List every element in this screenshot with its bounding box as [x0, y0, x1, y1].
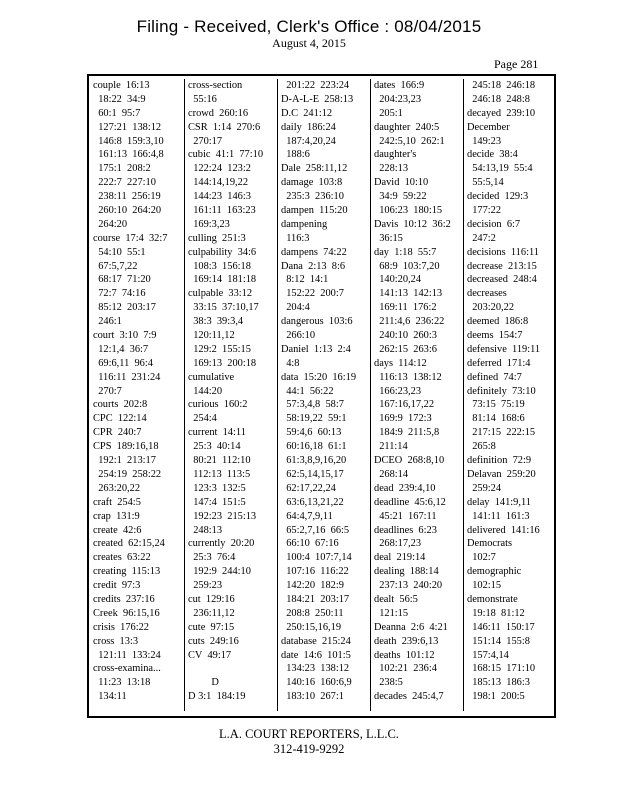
index-entry-line: Creek 96:15,16	[93, 607, 160, 619]
index-entry-line: 240:10 260:3	[374, 330, 437, 342]
index-entry-line: 187:4,20,24	[281, 135, 336, 147]
index-entry-line: 140:16 160:6,9	[281, 677, 352, 689]
index-entry-line: 161:11 163:23	[188, 205, 256, 217]
index-entry-line: 142:20 182:9	[281, 580, 344, 592]
index-entry-line: cute 97:15	[188, 621, 235, 633]
index-entry-line: 33:15 37:10,17	[188, 302, 259, 314]
index-entry-line: deal 219:14	[374, 552, 426, 564]
index-entry-line: 201:22 223:24	[281, 80, 350, 91]
index-entry-line: 238:5	[374, 677, 403, 689]
index-entry-line: decayed 239:10	[467, 107, 536, 119]
index-entry-line: cumulative	[188, 371, 235, 383]
index-entry-line: 149:23	[467, 135, 502, 147]
index-entry-line: 254:4	[188, 413, 217, 425]
index-entry-line: 129:2 155:15	[188, 343, 251, 355]
index-entry-line: 169:11 176:2	[374, 302, 437, 314]
index-entry-line: D-A-L-E 258:13	[281, 93, 354, 105]
index-entry-line: current 14:11	[188, 427, 246, 439]
index-entry-line: craft 254:5	[93, 496, 141, 508]
index-entry-line: 147:4 151:5	[188, 496, 246, 508]
index-entry-line	[188, 662, 278, 676]
index-entry-line: 34:9 59:22	[374, 191, 427, 203]
index-entry-line: 45:21 167:11	[374, 510, 437, 522]
index-entry-line: 4:8	[281, 357, 300, 369]
index-entry-line: 245:18 246:18	[467, 80, 536, 91]
index-entry-line: 141:11 161:3	[467, 510, 530, 522]
index-entry-line: 208:8 250:11	[281, 607, 344, 619]
index-entry-line: 144:20	[188, 385, 223, 397]
index-entry-line: crap 131:9	[93, 510, 140, 522]
index-entry-line: cross-examina...	[93, 663, 161, 675]
index-entry-line: Davis 10:12 36:2	[374, 218, 451, 230]
index-entry-line: 68:17 71:20	[93, 274, 151, 286]
index-entry-line: decision 6:7	[467, 218, 521, 230]
index-entry-line: definitely 73:10	[467, 385, 536, 397]
index-entry-line: 270:17	[188, 135, 223, 147]
index-entry-line: created 62:15,24	[93, 538, 165, 550]
index-entry-line: 188:6	[281, 149, 310, 161]
index-entry-line: 264:20	[93, 218, 128, 230]
index-entry-line: decreased 248:4	[467, 274, 537, 286]
index-entry-line: demonstrate	[467, 593, 518, 605]
index-entry-line: 204:4	[281, 302, 310, 314]
index-entry-line: 217:15 222:15	[467, 427, 536, 439]
index-column-2	[184, 79, 278, 711]
index-entry-line: 85:12 203:17	[93, 302, 156, 314]
index-entry-line: 65:2,7,16 66:5	[281, 524, 350, 536]
page-footer	[0, 727, 618, 757]
index-entry-line: 18:22 34:9	[93, 93, 146, 105]
index-entry-line: cross 13:3	[93, 635, 139, 647]
index-entry-line: 102:15	[467, 580, 502, 592]
index-entry-line: 61:3,8,9,16,20	[281, 455, 347, 467]
index-entry-line: 140:20,24	[374, 274, 422, 286]
index-entry-line: 108:3 156:18	[188, 260, 251, 272]
index-entry-line: dampens 74:22	[281, 246, 347, 258]
index-entry-line: 62:5,14,15,17	[281, 468, 344, 480]
index-entry-line: 81:14 168:6	[467, 413, 525, 425]
index-entry-line: couple 16:13	[93, 80, 150, 91]
index-entry-line: 169:13 200:18	[188, 357, 257, 369]
word-index-table	[87, 74, 556, 718]
index-entry-line: 211:4,6 236:22	[374, 316, 445, 328]
index-entry-line: deadlines 6:23	[374, 524, 437, 536]
index-entry-line: dates 166:9	[374, 80, 425, 91]
index-entry-line: demographic	[467, 566, 522, 578]
index-entry-line: D 3:1 184:19	[188, 691, 246, 703]
index-entry-line: 161:13 166:4,8	[93, 149, 164, 161]
reporter-phone: 312-419-9292	[273, 742, 345, 756]
index-entry-line: defensive 119:11	[467, 343, 541, 355]
index-entry-line: credit 97:3	[93, 580, 141, 592]
index-entry-line: 57:3,4,8 58:7	[281, 399, 344, 411]
index-entry-line: culling 251:3	[188, 232, 246, 244]
index-entry-line: 62:17,22,24	[281, 482, 336, 494]
index-entry-line: day 1:18 55:7	[374, 246, 437, 258]
index-entry-line: 169:3,23	[188, 218, 230, 230]
index-entry-line: damage 103:8	[281, 177, 343, 189]
index-entry-line: 192:9 244:10	[188, 566, 251, 578]
index-entry-line: 169:9 172:3	[374, 413, 432, 425]
index-entry-line: 238:11 256:19	[93, 191, 161, 203]
index-entry-line: daughter's	[374, 149, 417, 161]
index-entry-line: database 215:24	[281, 635, 351, 647]
index-entry-line: daily 186:24	[281, 121, 336, 133]
index-entry-line: D.C 241:12	[281, 107, 333, 119]
index-entry-line: 177:22	[467, 205, 502, 217]
index-entry-line: create 42:6	[93, 524, 142, 536]
index-entry-line: 146:11 150:17	[467, 621, 535, 633]
index-entry-line: decisions 116:11	[467, 246, 539, 258]
index-column-3	[277, 79, 371, 711]
index-entry-line: 183:10 267:1	[281, 691, 344, 703]
index-entry-line: 204:23,23	[374, 93, 422, 105]
index-entry-line: 237:13 240:20	[374, 580, 443, 592]
index-entry-line: 192:1 213:17	[93, 455, 156, 467]
index-entry-line: cubic 41:1 77:10	[188, 149, 264, 161]
index-entry-line: 66:10 67:16	[281, 538, 339, 550]
index-entry-line: decreases	[467, 288, 507, 300]
index-entry-line: 55:16	[188, 93, 217, 105]
index-entry-line: data 15:20 16:19	[281, 371, 357, 383]
index-entry-line: 116:3	[281, 232, 310, 244]
index-entry-line: 64:4,7,9,11	[281, 510, 333, 522]
page-header	[0, 17, 618, 51]
index-entry-line: 146:8 159:3,10	[93, 135, 164, 147]
index-entry-line: 116:11 231:24	[93, 371, 161, 383]
index-entry-line: crowd 260:16	[188, 107, 249, 119]
index-entry-line: Dale 258:11,12	[281, 163, 348, 175]
index-entry-line: dead 239:4,10	[374, 482, 436, 494]
index-entry-line: December	[467, 121, 510, 133]
index-entry-line: CV 49:17	[188, 649, 232, 661]
index-entry-line: decide 38:4	[467, 149, 518, 161]
index-entry-line: decided 129:3	[467, 191, 529, 203]
index-entry-line: 107:16 116:22	[281, 566, 349, 578]
index-entry-line: 263:20,22	[93, 482, 141, 494]
index-entry-line: cuts 249:16	[188, 635, 239, 647]
index-entry-line: 152:22 200:7	[281, 288, 344, 300]
index-entry-line: 59:4,6 60:13	[281, 427, 342, 439]
index-entry-line: Democrats	[467, 538, 513, 550]
index-entry-line: 222:7 227:10	[93, 177, 156, 189]
index-entry-line: 254:19 258:22	[93, 468, 162, 480]
index-entry-line: 69:6,11 96:4	[93, 357, 153, 369]
index-entry-line: 120:11,12	[188, 330, 235, 342]
index-entry-line: daughter 240:5	[374, 121, 440, 133]
index-entry-line: 259:23	[188, 580, 223, 592]
index-entry-line: 270:7	[93, 385, 122, 397]
index-entry-line: Deanna 2:6 4:21	[374, 621, 448, 633]
index-entry-line: 262:15 263:6	[374, 343, 437, 355]
index-entry-line: dealing 188:14	[374, 566, 439, 578]
index-entry-line: creates 63:22	[93, 552, 151, 564]
index-entry-line: date 14:6 101:5	[281, 649, 351, 661]
index-entry-line: decrease 213:15	[467, 260, 537, 272]
index-entry-line: 19:18 81:12	[467, 607, 525, 619]
index-entry-line: curious 160:2	[188, 399, 248, 411]
index-column-1	[93, 79, 181, 711]
index-entry-line: 169:14 181:18	[188, 274, 257, 286]
index-entry-line: 106:23 180:15	[374, 205, 443, 217]
index-entry-line: deadline 45:6,12	[374, 496, 446, 508]
index-entry-line: days 114:12	[374, 357, 427, 369]
index-entry-line: Delavan 259:20	[467, 468, 536, 480]
index-entry-line: 235:3 236:10	[281, 191, 344, 203]
index-entry-line: 246:18 248:8	[467, 93, 530, 105]
index-entry-line: CPS 189:16,18	[93, 441, 159, 453]
index-entry-line: 228:13	[374, 163, 409, 175]
index-entry-line: crisis 176:22	[93, 621, 149, 633]
index-entry-line: currently 20:20	[188, 538, 255, 550]
index-entry-line: 141:13 142:13	[374, 288, 443, 300]
page-number: Page 281	[494, 57, 539, 71]
index-entry-line: cut 129:16	[188, 593, 235, 605]
index-entry-line: 184:9 211:5,8	[374, 427, 440, 439]
index-entry-line: 102:7	[467, 552, 496, 564]
index-column-4	[370, 79, 464, 711]
index-entry-line: 116:13 138:12	[374, 371, 442, 383]
index-entry-line: 185:13 186:3	[467, 677, 530, 689]
index-entry-line: delivered 141:16	[467, 524, 540, 536]
index-entry-line: DCEO 268:8,10	[374, 455, 445, 467]
index-entry-line: deaths 101:12	[374, 649, 435, 661]
index-entry-line: deferred 171:4	[467, 357, 531, 369]
index-entry-line: 121:15	[374, 607, 409, 619]
index-entry-line: 60:16,18 61:1	[281, 441, 347, 453]
index-entry-line: delay 141:9,11	[467, 496, 531, 508]
index-entry-line: 123:3 132:5	[188, 482, 246, 494]
index-entry-line: cross-section	[188, 80, 243, 91]
index-entry-line: 166:23,23	[374, 385, 422, 397]
index-entry-line: 12:1,4 36:7	[93, 343, 149, 355]
index-entry-line: 38:3 39:3,4	[188, 316, 244, 328]
index-entry-line: 184:21 203:17	[281, 593, 350, 605]
index-entry-line: 25:3 76:4	[188, 552, 236, 564]
index-entry-line: 259:24	[467, 482, 502, 494]
index-entry-line: 151:14 155:8	[467, 635, 530, 647]
index-entry-line: 268:17,23	[374, 538, 422, 550]
index-entry-line: 112:13 113:5	[188, 468, 251, 480]
index-entry-line: course 17:4 32:7	[93, 232, 168, 244]
index-entry-line: death 239:6,13	[374, 635, 439, 647]
index-entry-line: 67:5,7,22	[93, 260, 138, 272]
index-entry-line: 175:1 208:2	[93, 163, 151, 175]
index-entry-line: 144:23 146:3	[188, 191, 251, 203]
index-entry-line: 80:21 112:10	[188, 455, 251, 467]
index-entry-line: dealt 56:5	[374, 593, 418, 605]
index-entry-line: CPC 122:14	[93, 413, 147, 425]
filing-stamp: Filing - Received, Clerk's Office : 08/04/2015	[136, 17, 482, 36]
index-entry-line: 242:5,10 262:1	[374, 135, 445, 147]
index-entry-line: 266:10	[281, 330, 316, 342]
index-entry-line: David 10:10	[374, 177, 429, 189]
index-entry-line: 192:23 215:13	[188, 510, 257, 522]
index-entry-line: 121:11 133:24	[93, 649, 161, 661]
index-entry-line: 60:1 95:7	[93, 107, 141, 119]
index-entry-line: 198:1 200:5	[467, 691, 525, 703]
reporter-company: L.A. COURT REPORTERS, L.L.C.	[219, 727, 399, 741]
index-entry-line: 211:14	[374, 441, 408, 453]
index-entry-line: courts 202:8	[93, 399, 148, 411]
index-entry-line: 134:23 138:12	[281, 663, 350, 675]
index-entry-line: CPR 240:7	[93, 427, 142, 439]
index-entry-line: 58:19,22 59:1	[281, 413, 347, 425]
index-entry-line: 205:1	[374, 107, 403, 119]
index-entry-line: 127:21 138:12	[93, 121, 162, 133]
index-entry-line: 144:14,19,22	[188, 177, 249, 189]
index-entry-line: 260:10 264:20	[93, 205, 162, 217]
index-entry-line: culpable 33:12	[188, 288, 253, 300]
index-entry-line: 25:3 40:14	[188, 441, 241, 453]
index-entry-line: 247:2	[467, 232, 496, 244]
index-entry-line: 100:4 107:7,14	[281, 552, 352, 564]
index-entry-line: 248:13	[188, 524, 223, 536]
index-entry-line: 54:10 55:1	[93, 246, 146, 258]
index-entry-line: Dana 2:13 8:6	[281, 260, 346, 272]
index-entry-line: 54:13,19 55:4	[467, 163, 533, 175]
index-entry-line: 268:14	[374, 468, 409, 480]
index-entry-line: credits 237:16	[93, 593, 155, 605]
index-entry-line: 63:6,13,21,22	[281, 496, 344, 508]
index-entry-line: 250:15,16,19	[281, 621, 342, 633]
index-entry-line: D	[188, 677, 219, 689]
index-entry-line: 265:8	[467, 441, 496, 453]
index-entry-line: 134:11	[93, 691, 127, 703]
index-entry-line: 72:7 74:16	[93, 288, 146, 300]
index-entry-line: definition 72:9	[467, 455, 532, 467]
index-entry-line: defined 74:7	[467, 371, 522, 383]
index-entry-line: 55:5,14	[467, 177, 504, 189]
index-entry-line: 36:15	[374, 232, 403, 244]
filing-date: August 4, 2015	[272, 36, 346, 50]
index-column-5	[463, 79, 555, 711]
index-entry-line: decades 245:4,7	[374, 691, 444, 703]
index-entry-line: 246:1	[93, 316, 122, 328]
index-entry-line: 8:12 14:1	[281, 274, 329, 286]
index-entry-line: CSR 1:14 270:6	[188, 121, 261, 133]
index-entry-line: 157:4,14	[467, 649, 509, 661]
index-entry-line: deems 154:7	[467, 330, 523, 342]
index-entry-line: 203:20,22	[467, 302, 515, 314]
index-entry-line: 122:24 123:2	[188, 163, 251, 175]
index-entry-line: 68:9 103:7,20	[374, 260, 440, 272]
index-entry-line: court 3:10 7:9	[93, 330, 157, 342]
index-entry-line: dampening	[281, 218, 328, 230]
index-entry-line: Daniel 1:13 2:4	[281, 343, 351, 355]
index-entry-line: 44:1 56:22	[281, 385, 334, 397]
index-entry-line: culpability 34:6	[188, 246, 257, 258]
index-entry-line: dampen 115:20	[281, 205, 348, 217]
index-entry-line: 236:11,12	[188, 607, 235, 619]
index-entry-line: 11:23 13:18	[93, 677, 151, 689]
index-entry-line: deemed 186:8	[467, 316, 529, 328]
index-entry-line: creating 115:13	[93, 566, 161, 578]
index-entry-line: 167:16,17,22	[374, 399, 435, 411]
index-entry-line: 73:15 75:19	[467, 399, 525, 411]
index-entry-line: 168:15 171:10	[467, 663, 536, 675]
index-entry-line: dangerous 103:6	[281, 316, 353, 328]
index-entry-line: 102:21 236:4	[374, 663, 437, 675]
